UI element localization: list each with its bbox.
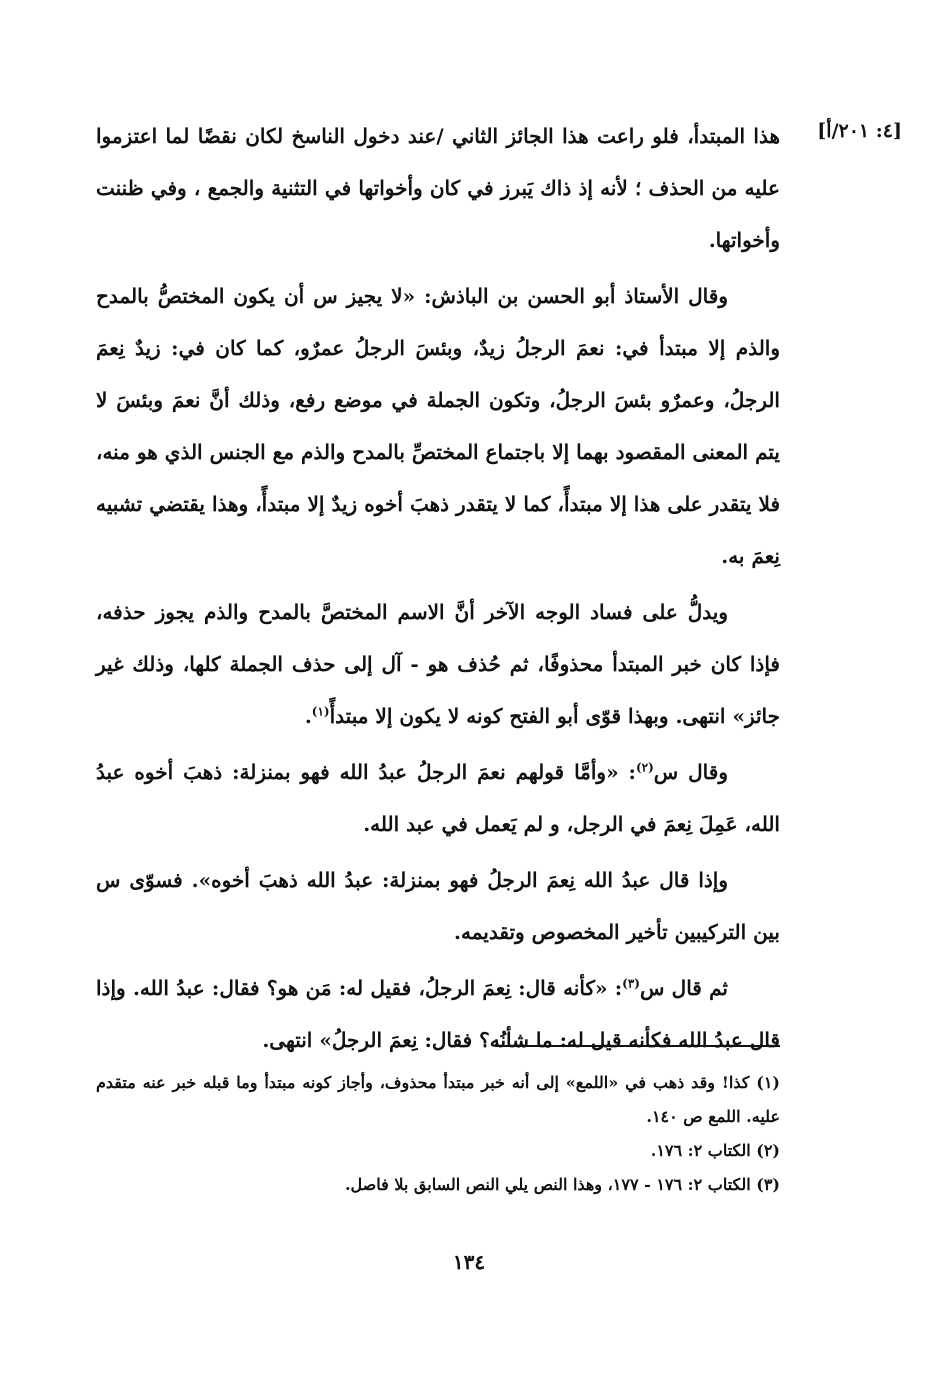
paragraph-3-end: . xyxy=(304,704,312,728)
paragraph-3-text: ويدلُّ على فساد الوجه الآخر أنَّ الاسم المختصَّ بالمدح والذم يجوز حذفه، فإذا كان خبر المبتدأ محذوفًا، ثم حُذف هو - آل إلى حذف الجملة كلها، وذلك غير جائز» انتهى. وبهذا قوّى أبو الفتح كونه لا يكون إلا مبتدأً xyxy=(96,600,780,728)
footnote-ref-3: (٣) xyxy=(622,976,640,991)
paragraph-6-lead: ثم قال س xyxy=(639,976,728,1000)
paragraph-4 xyxy=(96,746,780,850)
paragraph-6-text: : «كأنه قال: نِعمَ الرجلُ، فقيل له: مَن هو؟ فقال: عبدُ الله. وإذا قال عبدُ الله فكأنه قيل له: ما شأنُه؟ فقال: نِعمَ الرجلُ» انتهى. xyxy=(96,976,780,1052)
footnote-3: (٣) الكتاب ٢: ١٧٦ - ١٧٧، وهذا النص يلي النص السابق بلا فاصل. xyxy=(344,1175,780,1194)
footnote-2: (٢) الكتاب ٢: ١٧٦. xyxy=(650,1141,780,1160)
paragraph-5: وإذا قال عبدُ الله نِعمَ الرجلُ فهو بمنزلة: عبدُ الله ذهبَ أخوه». فسوّى س بين التركيبين تأخير المخصوص وتقديمه. xyxy=(96,868,780,944)
footnotes xyxy=(96,1066,780,1202)
paragraph-3 xyxy=(96,586,780,742)
paragraph-4-lead: وقال س xyxy=(653,760,728,784)
paragraph-4-text: : «وأمَّا قولهم نعمَ الرجلُ عبدُ الله فهو بمنزلة: ذهبَ أخوه عبدُ الله، عَمِلَ نِعمَ في الرجل، و لم يَعمل في عبد الله. xyxy=(96,760,780,836)
footnote-1: (١) كذا! وقد ذهب في «اللمع» إلى أنه خبر مبتدأ محذوف، وأجاز كونه مبتدأ وما قبله خبر عنه متقدم عليه. اللمع ص ١٤٠. xyxy=(96,1073,780,1126)
paragraph-6 xyxy=(96,962,780,1066)
main-text xyxy=(96,110,780,1070)
paragraph-1: هذا المبتدأ، فلو راعت هذا الجائز الثاني /عند دخول الناسخ لكان نقضًا لما اعتزموا عليه من الحذف ؛ لأنه إذ ذاك يَبرز في كان وأخواتها في التثنية والجمع ، وفي ظننت وأخواتها. xyxy=(96,124,780,252)
footnote-divider xyxy=(495,1045,780,1047)
margin-manuscript-reference: [٤: ٢٠١/أ] xyxy=(817,120,902,142)
footnote-ref-1: (١) xyxy=(311,704,330,719)
page-number: ١٣٤ xyxy=(452,1250,486,1274)
paragraph-2: وقال الأستاذ أبو الحسن بن الباذش: «لا يجيز س أن يكون المختصُّ بالمدح والذم إلا مبتدأ في: نعمَ الرجلُ زيدٌ، وبئسَ الرجلُ عمرٌو، كما كان في: زيدٌ نِعمَ الرجلُ، وعمرٌو بئسَ الرجلُ، وتكون الجملة في موضع رفع، وذلك أنَّ نعمَ وبئسَ لا يتم المعنى المقصود بهما إلا باجتماع المختصِّ بالمدح والذم مع الجنس الذي هو منه، فلا يتقدر على هذا إلا مبتدأً، كما لا يتقدر ذهبَ أخوه زيدٌ إلا مبتدأً، وهذا يقتضي تشبيه نِعمَ به. xyxy=(96,284,780,568)
footnote-ref-2: (٢) xyxy=(635,760,654,775)
